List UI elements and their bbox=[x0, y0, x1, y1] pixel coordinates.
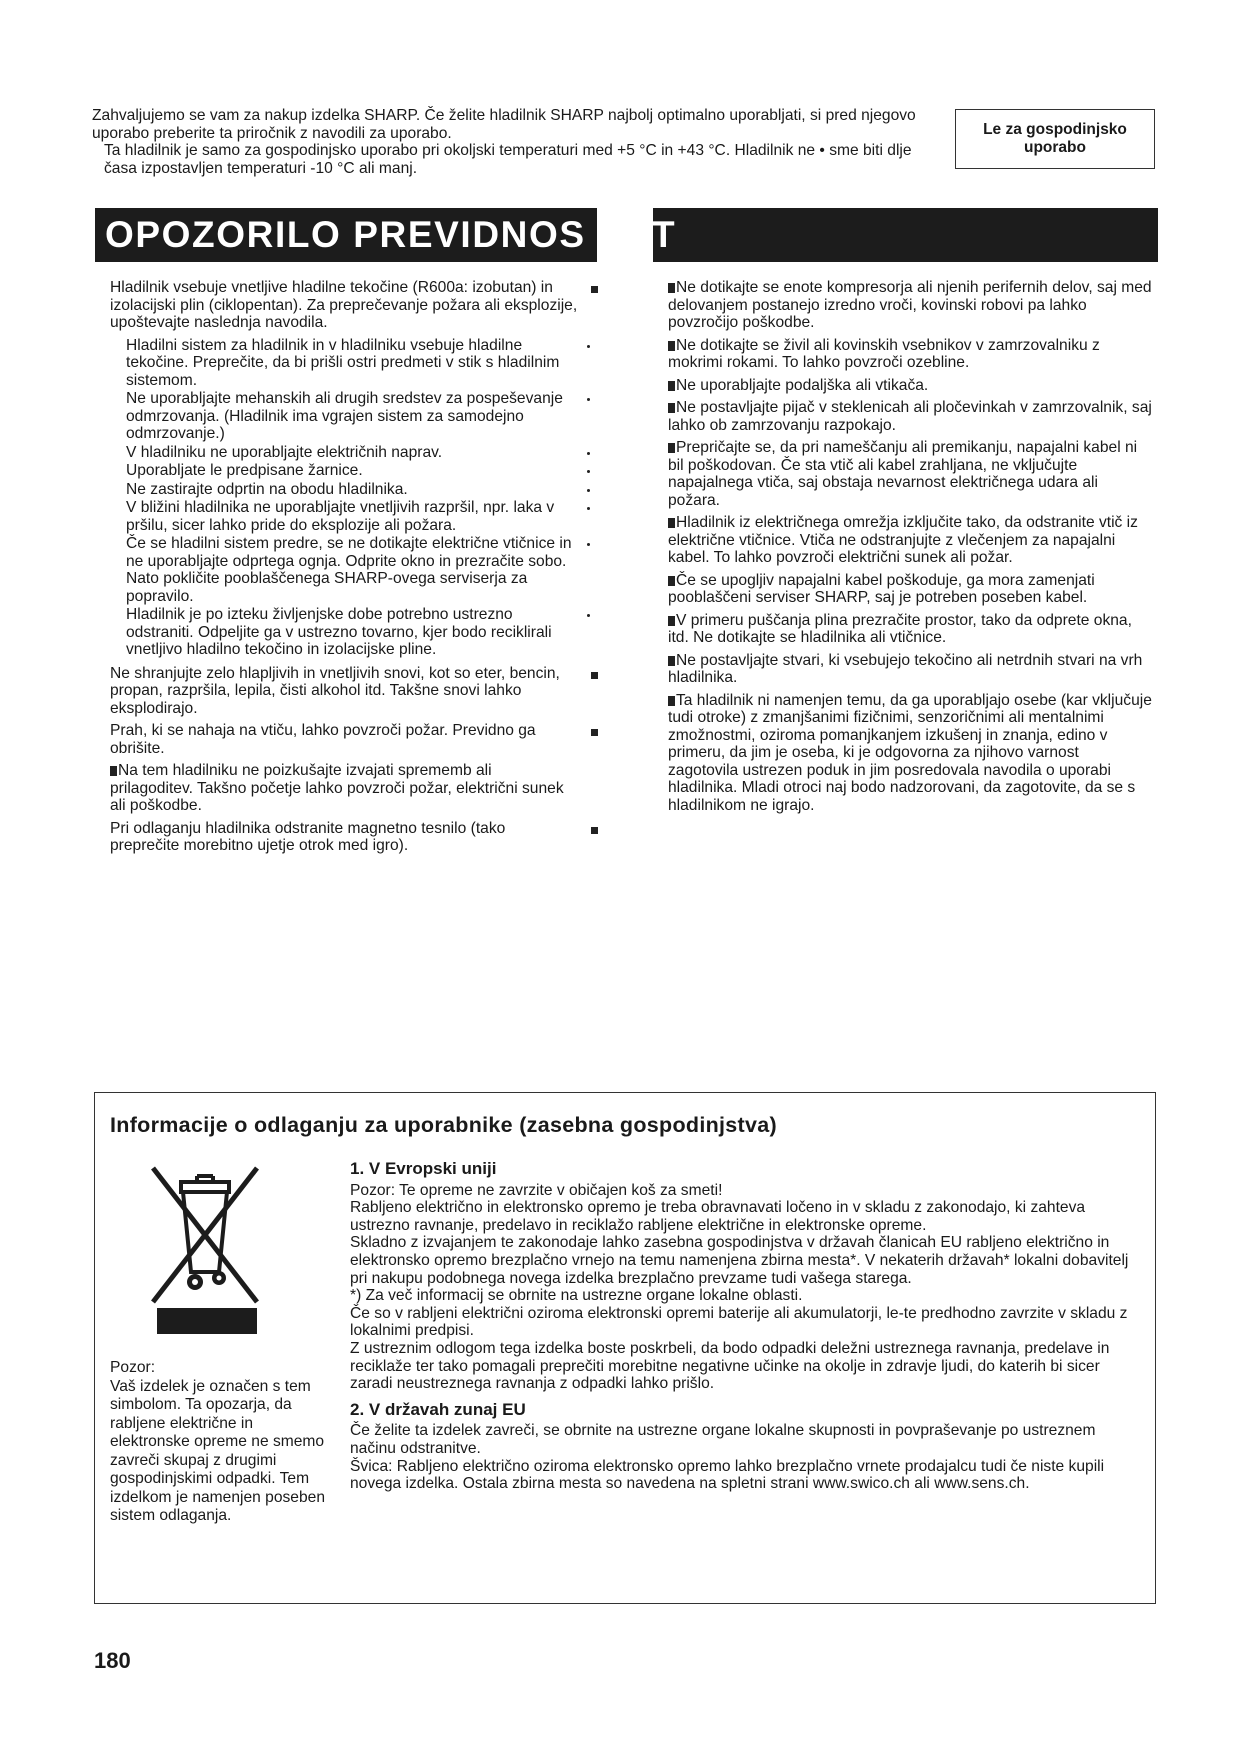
warning-item: Prah, ki se nahaja na vtiču, lahko povzroči požar. Previdno ga obrišite. bbox=[110, 722, 600, 757]
pozor-text: Vaš izdelek je označen s tem simbolom. Ta opozarja, da rabljene električne in elektronske opreme ne smemo zavreči skupaj z drugimi gospodinjskimi odpadki. Tem izdelkom je namenjen poseben sistem odlaganja. bbox=[110, 1377, 325, 1524]
bullet-square-icon bbox=[591, 827, 598, 834]
bullet-square-icon bbox=[591, 729, 598, 736]
household-use-badge bbox=[955, 109, 1155, 169]
section-eu-paragraph: *) Za več informacij se obrnite na ustrezne organe lokalne oblasti. bbox=[350, 1287, 803, 1305]
bullet-mark-icon bbox=[668, 576, 675, 586]
household-use-badge-text: Le za gospodinjsko uporabo bbox=[983, 121, 1127, 156]
section-non-eu-paragraph: Če želite ta izdelek zavreči, se obrnite na ustrezne organe lokalne skupnosti in povpraševanje po ustreznem načinu odstranitve. bbox=[350, 1422, 1096, 1457]
bullet-mark-icon bbox=[668, 381, 675, 391]
warning-item: Pri odlaganju hladilnika odstranite magnetno tesnilo (tako preprečite morebitno ujetje otrok med igro). bbox=[110, 820, 600, 855]
warning-item: V primeru puščanja plina prezračite prostor, tako da odprete okna, itd. Ne dotikajte se hladilnika ali vtičnice. bbox=[668, 611, 1132, 646]
bullet-mark-icon bbox=[110, 766, 117, 776]
bullet-mark-icon bbox=[668, 696, 675, 706]
warnings-right-column bbox=[668, 279, 1153, 819]
bullet-mark-icon bbox=[668, 616, 675, 626]
bullet-dot-icon bbox=[587, 452, 590, 455]
page-number: 180 bbox=[94, 1648, 131, 1673]
bullet-mark-icon bbox=[668, 341, 675, 351]
warning-item: Če se upogljiv napajalni kabel poškoduje, ga mora zamenjati pooblaščeni serviser SHARP, saj je potreben poseben kabel. bbox=[668, 571, 1095, 606]
warning-item: Prepričajte se, da pri nameščanju ali premikanju, napajalni kabel ni bil poškodovan. Če sta vtič ali kabel zrahljana, ne vključujte napajalnega vtiča, saj obstaja nevarnost električnega udara ali požara. bbox=[668, 439, 1138, 509]
bullet-dot-icon bbox=[587, 470, 590, 473]
section-non-eu-paragraph: Švica: Rabljeno električno oziroma elektronsko opremo lahko brezplačno vrnete prodajalcu tudi če niste kupili novega izdelka. Ostala zbirna mesta so navedena na spletni strani www.swico.ch ali www.sens.ch. bbox=[350, 1457, 1105, 1493]
section-eu-paragraph: Rabljeno električno in elektronsko opremo je treba obravnavati ločeno in v skladu z zakonodajo, ki zahteva ustrezno ravnanje, predelavo in reciklažo rabljene električne in elektronske opreme. bbox=[350, 1199, 1086, 1234]
bullet-square-icon bbox=[591, 672, 598, 679]
warning-banner-title: OPOZORILO PREVIDNOS bbox=[105, 214, 586, 255]
warning-item: Ne postavljajte pijač v steklenicah ali pločevinkah v zamrzovalnik, saj lahko ob zamrzovanju razpokajo. bbox=[668, 399, 1152, 434]
disposal-text bbox=[350, 1160, 1140, 1493]
warning-item: Ne dotikajte se živil ali kovinskih vsebnikov v zamrzovalniku z mokrimi rokami. To lahko povzroči ozebline. bbox=[668, 336, 1100, 371]
intro-line-1: Zahvaljujemo se vam za nakup izdelka SHARP. Če želite hladilnik SHARP najbolj optimalno uporabljati, si pred njegovo uporabo preberite ta priročnik z navodili za uporabo. bbox=[92, 107, 916, 142]
intro-line-2: Ta hladilnik je samo za gospodinjsko uporabo pri okoljski temperaturi med +5 °C in +43 °C. Hladilnik ne • sme biti dlje časa izpostavljen temperaturi -10 °C ali manj. bbox=[104, 142, 912, 177]
disposal-title: Informacije o odlaganju za uporabnike (zasebna gospodinjstva) bbox=[110, 1113, 777, 1137]
bullet-square-icon bbox=[591, 286, 598, 293]
bullet-mark-icon bbox=[668, 656, 675, 666]
bullet-dot-icon bbox=[587, 489, 590, 492]
warning-item: Ne postavljajte stvari, ki vsebujejo tekočino ali netrdnih stvari na vrh hladilnika. bbox=[668, 651, 1143, 686]
warning-item: Ta hladilnik ni namenjen temu, da ga uporabljajo osebe (kar vključuje tudi otroke) z zmanjšanimi fizičnimi, senzoričnimi ali mentalnimi zmožnostmi, oziroma pomanjkanjem izkušenj in znanja, edino v primeru, da jim je oseba, ki je odgovorna za njihovo varnost zagotovila ustrezen poduk in jim posredovala navodila o uporabi hladilnika. Mladi otroci naj bodo nadzorovani, da zagotovite, da se s hladilnikom ne igrajo. bbox=[668, 691, 1152, 814]
bullet-mark-icon bbox=[668, 518, 675, 528]
intro-text bbox=[92, 107, 927, 177]
crossed-bin-icon bbox=[145, 1160, 265, 1310]
warning-subitem: V hladilniku ne uporabljajte električnih naprav. bbox=[126, 444, 600, 462]
warning-banner-title-end: T bbox=[652, 214, 675, 255]
warnings-left-column bbox=[110, 279, 600, 860]
section-eu-title: 1. V Evropski uniji bbox=[350, 1159, 497, 1178]
pozor-note bbox=[110, 1359, 325, 1526]
section-non-eu-title: 2. V državah zunaj EU bbox=[350, 1399, 526, 1419]
warning-subitem: Hladilnik je po izteku življenjske dobe potrebno ustrezno odstraniti. Odpeljite ga v ustrezno tovarno, kjer bodo reciklirali vnetljivo hladilno tekočino in izolacijske pline. bbox=[126, 606, 600, 659]
bullet-dot-icon bbox=[587, 398, 590, 401]
pozor-label: Pozor: bbox=[110, 1359, 156, 1376]
warning-subitem: Uporabljate le predpisane žarnice. bbox=[126, 462, 600, 480]
warning-subitem: V bližini hladilnika ne uporabljajte vnetljivih razpršil, npr. laka v pršilu, sicer lahko pride do eksplozije ali požara. bbox=[126, 499, 600, 534]
section-eu-paragraph: Skladno z izvajanjem te zakonodaje lahko zasebna gospodinjstva v državah članicah EU rabljeno električno in elektronsko opremo brezplačno vrnejo na temu namenjena zbirna mesta*. V nekaterih državah* lokalni dobavitelj pri nakupu podobnega novega izdelka brezplačno prevzame tudi vašega starega. bbox=[350, 1234, 1129, 1287]
weee-black-bar bbox=[157, 1308, 257, 1334]
warning-item: Ne dotikajte se enote kompresorja ali njenih perifernih delov, saj med delovanjem postanejo izredno vroči, kovinski robovi pa lahko povzročijo poškodbe. bbox=[668, 279, 1152, 331]
warning-subitem: Ne zastirajte odprtin na obodu hladilnika. bbox=[126, 481, 600, 499]
warning-subitem: Hladilni sistem za hladilnik in v hladilniku vsebuje hladilne tekočine. Preprečite, da bi prišli ostri predmeti v stik s hladilnim sistemom. bbox=[126, 337, 600, 390]
warning-item: Ne uporabljajte podaljška ali vtikača. bbox=[668, 377, 1153, 395]
warning-item: Hladilnik vsebuje vnetljive hladilne tekočine (R600a: izobutan) in izolacijski plin (ciklopentan). Za preprečevanje požara ali eksplozije, upoštevajte naslednja navodila. bbox=[110, 279, 600, 332]
section-eu-paragraph: Če so v rabljeni električni oziroma elektronski opremi baterije ali akumulatorji, le-te predhodno zavrzite v skladu z lokalnimi predpisi. bbox=[350, 1304, 1128, 1340]
bullet-mark-icon bbox=[668, 283, 675, 293]
warning-item: Na tem hladilniku ne poizkušajte izvajati sprememb ali prilagoditev. Takšno početje lahko povzroči požar, električni sunek ali poškodbe. bbox=[110, 762, 564, 814]
bullet-dot-icon bbox=[587, 543, 590, 546]
bullet-mark-icon bbox=[668, 443, 675, 453]
warning-subitem: Če se hladilni sistem predre, se ne dotikajte električne vtičnice in ne uporabljajte odprtega ognja. Odprite okno in prezračite sobo. Nato pokličite pooblaščenega SHARP-ovega serviserja za popravilo. bbox=[126, 535, 600, 605]
bullet-dot-icon bbox=[587, 507, 590, 510]
bullet-dot-icon bbox=[587, 345, 590, 348]
bullet-dot-icon bbox=[587, 614, 590, 617]
section-eu-paragraph: Z ustreznim odlogom tega izdelka boste poskrbeli, da bodo odpadki deležni ustreznega ravnanja, predelave in reciklaže ter tako pomagali preprečiti morebitne negativne učinke na okolje in zdravje ljudi, do katerih bi sicer zaradi neustreznega ravnanja z odpadki lahko prišlo. bbox=[350, 1339, 1110, 1393]
warning-banner-right bbox=[653, 208, 1158, 262]
warning-item: Ne shranjujte zelo hlapljivih in vnetljivih snovi, kot so eter, bencin, propan, razpršila, lepila, čisti alkohol itd. Takšne snovi lahko eksplodirajo. bbox=[110, 665, 600, 718]
warning-item: Hladilnik iz električnega omrežja izključite tako, da odstranite vtič iz električne vtičnice. Vtiča ne odstranjujte z vlečenjem za napajalni kabel. To lahko povzroči električni sunek ali požar. bbox=[668, 514, 1138, 566]
section-eu-paragraph: Pozor: Te opreme ne zavrzite v običajen koš za smeti! bbox=[350, 1181, 723, 1199]
bullet-mark-icon bbox=[668, 403, 675, 413]
warning-subitem: Ne uporabljajte mehanskih ali drugih sredstev za pospeševanje odmrzovanja. (Hladilnik ima vgrajen sistem za samodejno odmrzovanje.) bbox=[126, 390, 600, 443]
